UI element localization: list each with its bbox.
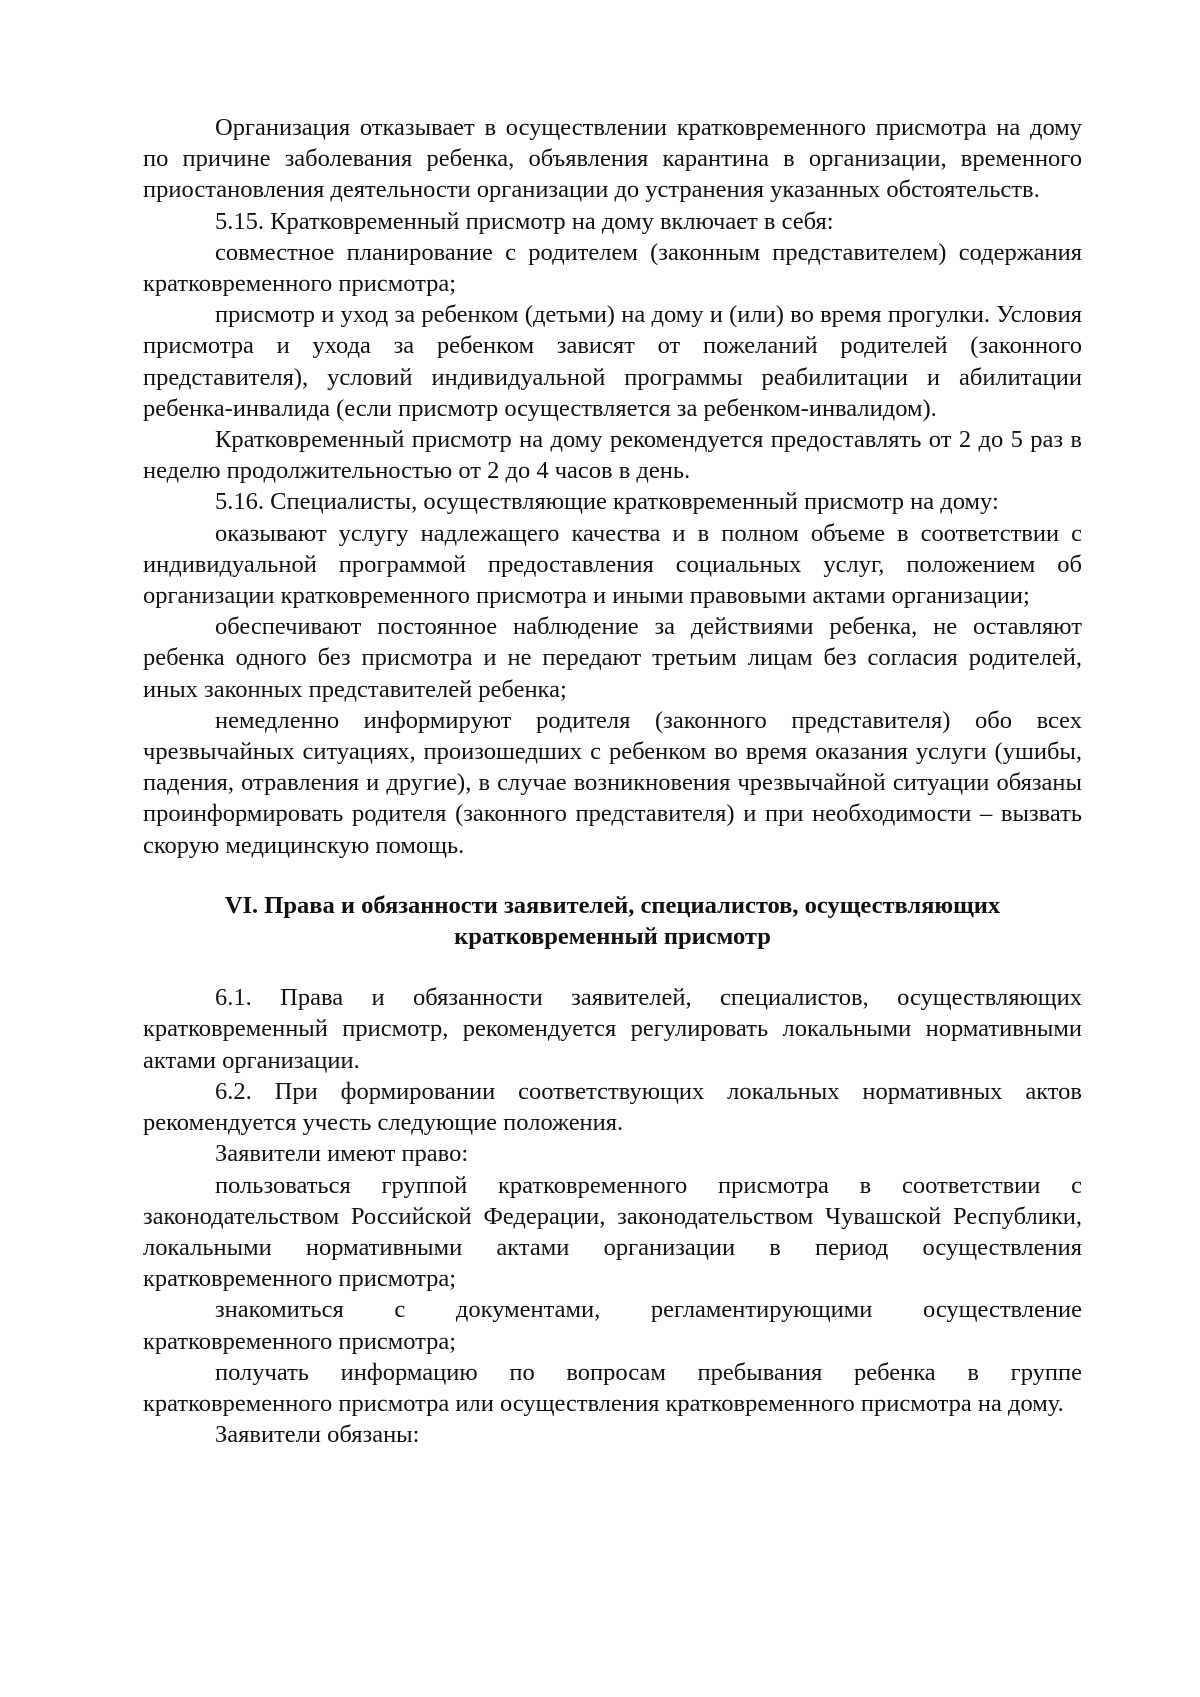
paragraph-5-15-heading: 5.15. Кратковременный присмотр на дому включает в себя: [215,207,834,235]
paragraph-supervision-care: присмотр и уход за ребенком (детьми) на дому и (или) во время прогулки. Условия присмотра и ухода за ребенком зависят от пожеланий родителей (законного представителя), условий индивидуальной программы реабилитации и абилитации ребенка-инвалида (если присмотр осуществляется за ребенком-инвалидом). [143,301,1082,422]
paragraph-applicants-duties-heading: Заявители обязаны: [215,1421,420,1449]
section-heading-line-2: кратковременный присмотр [454,923,771,951]
paragraph-constant-observation: обеспечивают постоянное наблюдение за действиями ребенка, не оставляют ребенка одного без присмотра и не передают третьим лицам без согласия родителей, иных законных представителей ребенка; [143,613,1082,703]
paragraph-right-use-group: пользоваться группой кратковременного присмотра в соответствии с законодательством Российской Федерации, законодательством Чувашской Республики, локальными нормативными актами организации в период осуществления кратковременного присмотра; [143,1171,1082,1293]
section-heading-line-1: VI. Права и обязанности заявителей, специалистов, осуществляющих [224,891,1001,919]
paragraph-emergency-inform: немедленно информируют родителя (законного представителя) обо всех чрезвычайных ситуациях, произошедших с ребенком во время оказания услуги (ушибы, падения, отравления и другие), в случае возникновения чрезвычайной ситуации обязаны проинформировать родителя (законного представителя) и при необходимости – вызвать скорую медицинскую помощь. [143,706,1082,859]
paragraph-right-information: получать информацию по вопросам пребывания ребенка в группе кратковременного присмотра или осуществления кратковременного присмотра на дому. [143,1358,1082,1417]
paragraph-5-16-heading: 5.16. Специалисты, осуществляющие кратковременный присмотр на дому: [215,488,999,516]
paragraph-6-1: 6.1. Права и обязанности заявителей, специалистов, осуществляющих кратковременный присмотр, рекомендуется регулировать локальными нормативными актами организации. [143,984,1082,1074]
paragraph-refusal-conditions: Организация отказывает в осуществлении кратковременного присмотра на дому по причине заболевания ребенка, объявления карантина в организации, временного приостановления деятельности организации до устранения указанных обстоятельств. [143,114,1082,204]
paragraph-frequency: Кратковременный присмотр на дому рекомендуется предоставлять от 2 до 5 раз в неделю продолжительностью от 2 до 4 часов в день. [143,426,1082,485]
paragraph-right-documents: знакомиться с документами, регламентирующими осуществление кратковременного присмотра; [143,1296,1082,1355]
section-heading [143,861,1082,982]
paragraph-6-2: 6.2. При формировании соответствующих локальных нормативных актов рекомендуется учесть следующие положения. [143,1077,1082,1137]
document-page [143,112,1082,1450]
paragraph-applicants-rights-heading: Заявители имеют право: [215,1140,469,1168]
paragraph-joint-planning: совместное планирование с родителем (законным представителем) содержания кратковременного присмотра; [143,238,1082,298]
paragraph-service-quality: оказывают услугу надлежащего качества и в полном объеме в соответствии с индивидуальной программой предоставления социальных услуг, положением об организации кратковременного присмотра и иными правовыми актами организации; [143,519,1082,610]
